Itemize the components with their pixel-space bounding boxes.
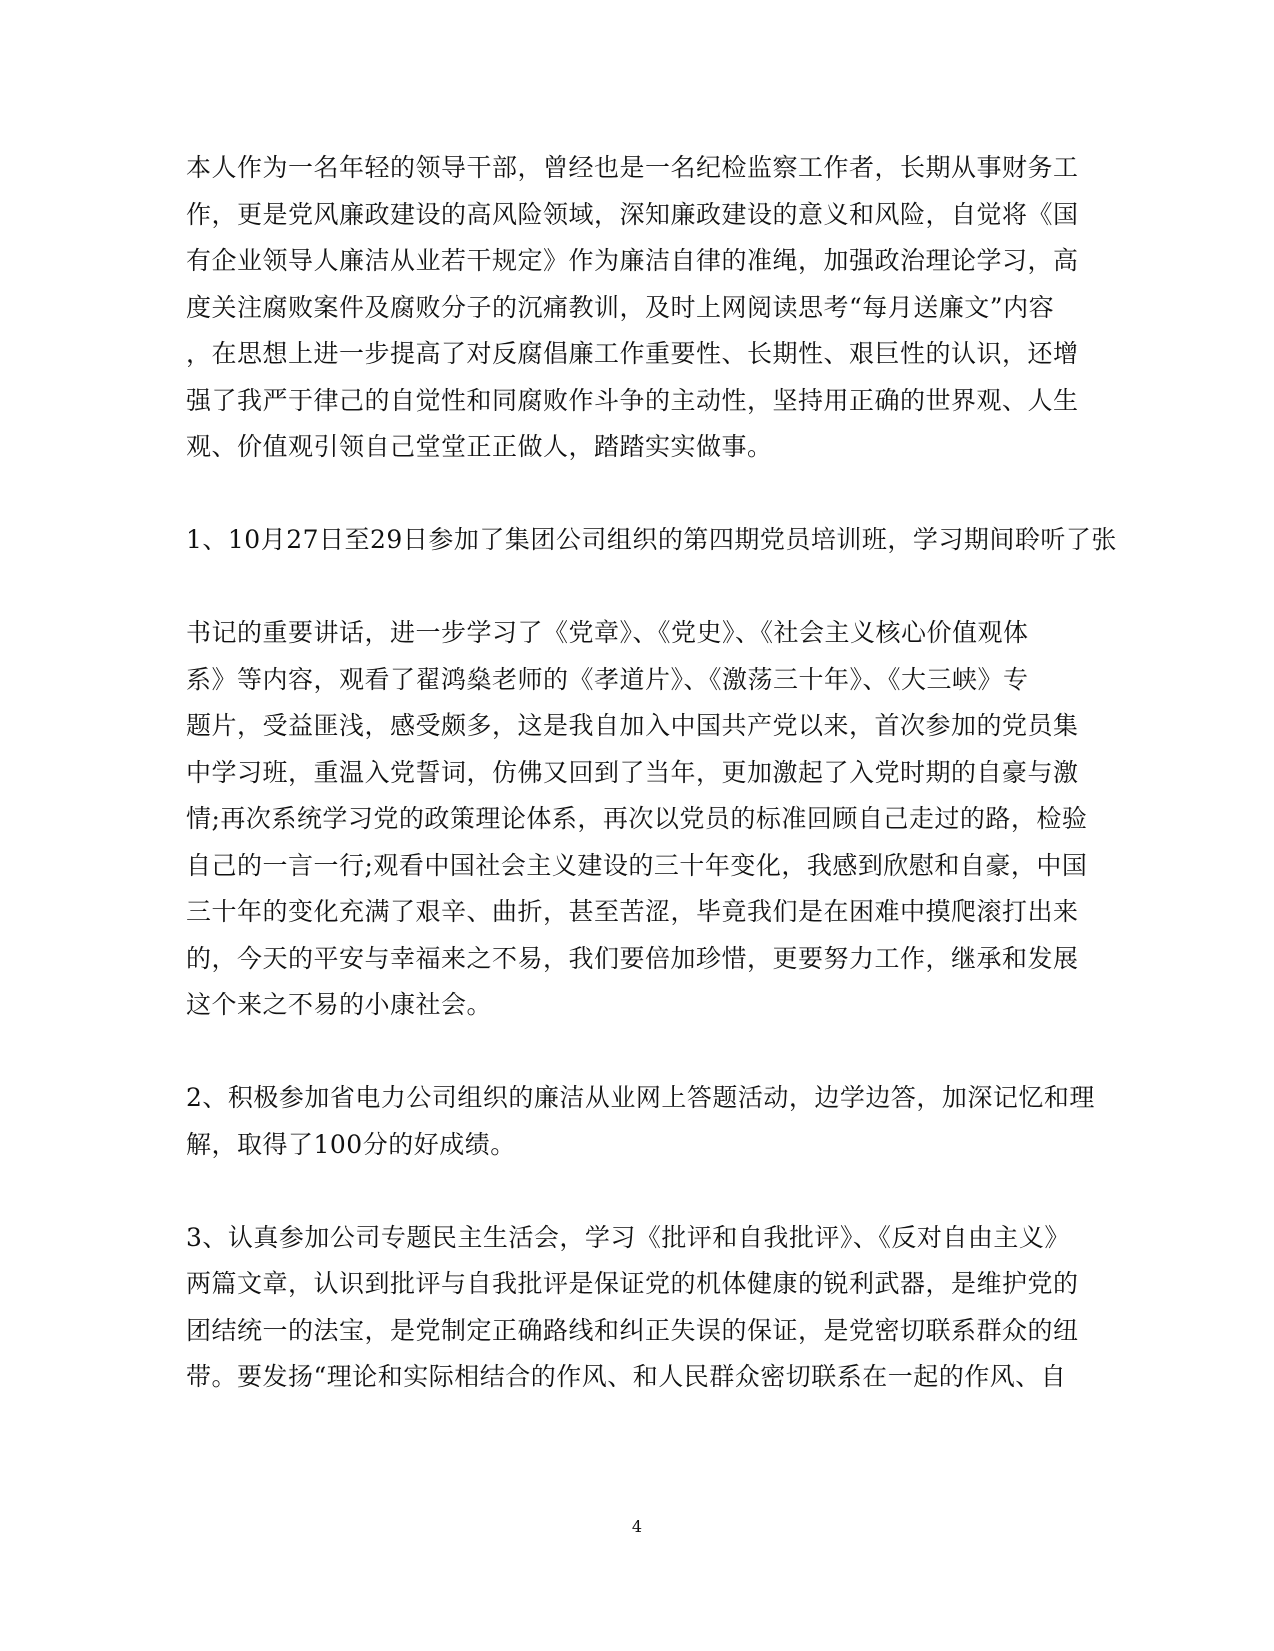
text-line: 解，取得了100分的好成绩。 <box>186 1130 516 1159</box>
text-line: 本人作为一名年轻的领导干部，曾经也是一名纪检监察工作者，长期从事财务工 <box>186 153 1079 182</box>
text-line: 这个来之不易的小康社会。 <box>186 990 493 1019</box>
text-line: 观、价值观引领自己堂堂正正做人，踏踏实实做事。 <box>186 432 773 461</box>
text-line: 三十年的变化充满了艰辛、曲折，甚至苦涩，毕竟我们是在困难中摸爬滚打出来 <box>186 897 1079 926</box>
text-line: 2、积极参加省电力公司组织的廉洁从业网上答题活动，边学边答，加深记忆和理 <box>186 1083 1095 1112</box>
text-line: 度关注腐败案件及腐败分子的沉痛教训，及时上网阅读思考“每月送廉文”内容 <box>186 293 1055 322</box>
text-line: 书记的重要讲话，进一步学习了《党章》、《党史》、《社会主义核心价值观体 <box>186 618 1029 647</box>
text-line: 的，今天的平安与幸福来之不易，我们要倍加珍惜，更要努力工作，继承和发展 <box>186 944 1079 973</box>
text-line: ，在思想上进一步提高了对反腐倡廉工作重要性、长期性、艰巨性的认识，还增 <box>186 339 1079 368</box>
text-line: 自己的一言一行;观看中国社会主义建设的三十年变化，我感到欣慰和自豪，中国 <box>186 851 1088 880</box>
text-line: 中学习班，重温入党誓词，仿佛又回到了当年，更加激起了入党时期的自豪与激 <box>186 758 1079 787</box>
text-line: 1、10月27日至29日参加了集团公司组织的第四期党员培训班，学习期间聆听了张 <box>186 525 1117 554</box>
text-line: 两篇文章，认识到批评与自我批评是保证党的机体健康的锐利武器，是维护党的 <box>186 1269 1079 1298</box>
text-line: 作，更是党风廉政建设的高风险领域，深知廉政建设的意义和风险，自觉将《国 <box>186 200 1079 229</box>
text-line: 情;再次系统学习党的政策理论体系，再次以党员的标准回顾自己走过的路，检验 <box>186 804 1088 833</box>
text-line: 有企业领导人廉洁从业若干规定》作为廉洁自律的准绳，加强政治理论学习，高 <box>186 246 1079 275</box>
text-line: 团结统一的法宝，是党制定正确路线和纠正失误的保证，是党密切联系群众的纽 <box>186 1316 1079 1345</box>
text-line: 带。要发扬“理论和实际相结合的作风、和人民群众密切联系在一起的作风、自 <box>186 1362 1067 1391</box>
text-line: 系》等内容，观看了翟鸿燊老师的《孝道片》、《激荡三十年》、《大三峡》专 <box>186 665 1029 694</box>
text-line: 题片，受益匪浅，感受颇多，这是我自加入中国共产党以来，首次参加的党员集 <box>186 711 1079 740</box>
text-line: 3、认真参加公司专题民主生活会，学习《批评和自我批评》、《反对自由主义》 <box>186 1223 1070 1252</box>
text-line: 强了我严于律己的自觉性和同腐败作斗争的主动性，坚持用正确的世界观、人生 <box>186 386 1079 415</box>
page-number: 4 <box>631 1517 643 1536</box>
